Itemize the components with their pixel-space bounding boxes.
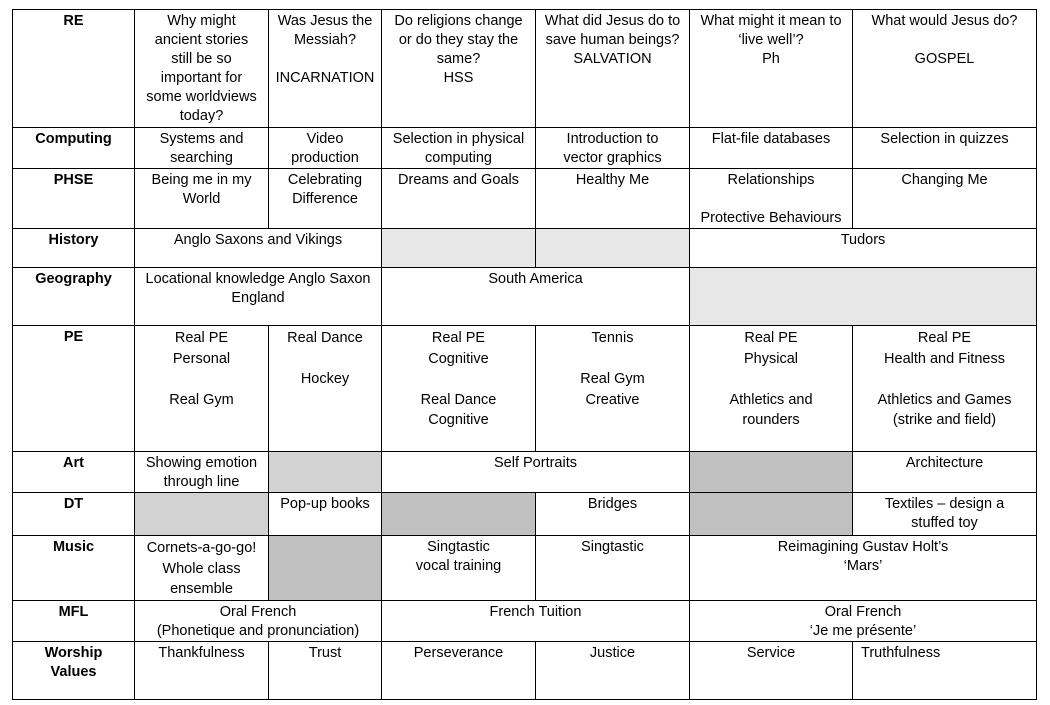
cell-line: Healthy Me [575, 172, 650, 188]
computing-unit-3 [382, 128, 536, 169]
geography-locational [135, 268, 382, 326]
cell-line: Oral French [219, 603, 297, 620]
art-empty-2 [690, 452, 853, 493]
cell-line: ‘Je me présente’ [809, 622, 917, 639]
phse-unit-3 [382, 169, 536, 229]
re-unit-6 [853, 10, 1037, 128]
pe-unit-2 [269, 326, 382, 452]
dt-empty-1 [135, 493, 269, 536]
cell-line: SALVATION [573, 51, 652, 67]
computing-unit-5 [690, 128, 853, 169]
phse-unit-5 [690, 169, 853, 229]
cell-line: Real PE [174, 330, 229, 346]
computing-unit-1 [135, 128, 269, 169]
cell-line: Systems and [159, 131, 244, 147]
re-unit-4 [536, 10, 690, 128]
cell-line: stuffed toy [911, 515, 978, 531]
worship-value-5: Service [690, 641, 853, 699]
cell-line: Physical [744, 350, 798, 367]
row-mfl [13, 600, 1037, 641]
line-spacer [693, 369, 849, 390]
dt-textiles [853, 493, 1037, 536]
cell-line: Protective Behaviours [700, 210, 842, 226]
subject-history: History [13, 229, 135, 268]
cell-line: vector graphics [563, 150, 662, 166]
cell-line: Flat-file databases [711, 131, 831, 147]
line-spacer [693, 190, 849, 209]
cell-line: Ph [762, 51, 780, 67]
art-empty-1 [269, 452, 382, 493]
cell-line: save human beings? [545, 32, 680, 48]
cell-line: Real PE [917, 330, 972, 346]
worship-value-3: Perseverance [382, 641, 536, 699]
subject-phse: PHSE [13, 169, 135, 229]
line-spacer [856, 31, 1033, 50]
cell-line: Real PE [744, 330, 798, 346]
cell-line: Celebrating [287, 172, 363, 188]
cell-line: Personal [172, 350, 231, 367]
cell-line: Athletics and Games [877, 391, 1012, 408]
cell-line: Textiles – design a [884, 496, 1005, 512]
cell-line: What did Jesus do to [544, 13, 681, 29]
cell-line: GOSPEL [914, 51, 975, 67]
cell-line: Real Dance [287, 330, 363, 346]
history-empty-1 [382, 229, 536, 268]
cell-line: ancient stories [154, 32, 249, 48]
pe-unit-6 [853, 326, 1037, 452]
cell-line: today? [179, 108, 224, 124]
cell-line: Relationships [727, 172, 815, 188]
cell-line: Reimagining Gustav Holt’s [777, 539, 949, 555]
art-architecture: Architecture [853, 452, 1037, 493]
cell-line: England [231, 290, 285, 306]
cell-line: Dreams and Goals [398, 172, 519, 188]
cell-line: Real Dance [420, 391, 497, 408]
cell-line: Why might [167, 13, 236, 29]
cell-line: Real PE [431, 330, 486, 346]
mfl-oral-french-1 [135, 600, 382, 641]
cell-line: production [291, 150, 359, 166]
cell-line: Do religions change [394, 13, 523, 29]
cell-line: (strike and field) [892, 412, 997, 428]
phse-unit-4 [536, 169, 690, 229]
cell-line: Cognitive [428, 412, 489, 428]
subject-art: Art [13, 452, 135, 493]
cell-line: Messiah? [293, 32, 357, 48]
cell-line: Worship [44, 644, 103, 661]
art-emotion [135, 452, 269, 493]
cell-line: ‘live well’? [738, 32, 804, 48]
cell-line: Selection in quizzes [880, 131, 1009, 147]
cell-line: vocal training [415, 558, 502, 574]
cell-line: World [182, 191, 221, 207]
line-spacer [272, 50, 378, 69]
worship-value-2: Trust [269, 641, 382, 699]
dt-empty-2 [382, 493, 536, 536]
phse-unit-1 [135, 169, 269, 229]
worship-value-1: Thankfulness [135, 641, 269, 699]
cell-line: through line [163, 474, 240, 490]
cell-line: rounders [742, 412, 800, 428]
cell-line: Athletics and [729, 391, 813, 408]
cell-line: computing [425, 150, 492, 166]
line-spacer [539, 349, 686, 370]
cell-line: Cornets-a-go-go! [146, 540, 257, 556]
cell-line: ‘Mars’ [843, 558, 883, 574]
dt-bridges: Bridges [536, 493, 690, 536]
cell-line: Video [306, 131, 344, 147]
cell-line: Difference [292, 191, 358, 207]
phse-unit-6 [853, 169, 1037, 229]
cell-line: Changing Me [901, 172, 988, 188]
pe-unit-3 [382, 326, 536, 452]
cell-line: Was Jesus the [277, 13, 373, 29]
cell-line: What might it mean to [700, 13, 842, 29]
pe-unit-4 [536, 326, 690, 452]
cell-line: Real Gym [580, 371, 645, 387]
geography-empty [690, 268, 1037, 326]
row-dt [13, 493, 1037, 536]
row-phse [13, 169, 1037, 229]
cell-line: same? [436, 51, 481, 67]
row-geography [13, 268, 1037, 326]
re-unit-5 [690, 10, 853, 128]
subject-music: Music [13, 536, 135, 601]
cell-line: Tennis [591, 330, 634, 346]
re-unit-2 [269, 10, 382, 128]
cell-line: Oral French [824, 603, 902, 620]
re-unit-3 [382, 10, 536, 128]
row-computing [13, 128, 1037, 169]
subject-re: RE [13, 10, 135, 128]
history-tudors: Tudors [690, 229, 1037, 268]
cell-line: ensemble [170, 581, 233, 597]
cell-line: or do they stay the [398, 32, 519, 48]
cell-line: Creative [585, 391, 640, 408]
cell-line: Values [50, 663, 97, 680]
cell-line: searching [170, 150, 233, 166]
history-empty-2 [536, 229, 690, 268]
mfl-oral-french-2 [690, 600, 1037, 641]
geography-south-america: South America [382, 268, 690, 326]
cell-line: Whole class [162, 560, 241, 577]
cell-line: Cognitive [428, 350, 489, 367]
cell-line: Real Gym [169, 391, 234, 408]
pe-unit-1 [135, 326, 269, 452]
subject-geography: Geography [13, 268, 135, 326]
row-worship-values [13, 641, 1037, 699]
music-empty [269, 536, 382, 601]
cell-line: Singtastic [427, 539, 490, 555]
worship-value-6: Truthfulness [853, 641, 1037, 699]
cell-line: Locational knowledge Anglo Saxon [145, 271, 371, 287]
worship-value-4: Justice [536, 641, 690, 699]
row-art [13, 452, 1037, 493]
cell-line: (Phonetique and pronunciation) [156, 622, 360, 639]
cell-line: INCARNATION [275, 70, 375, 86]
row-re [13, 10, 1037, 128]
computing-unit-2 [269, 128, 382, 169]
curriculum-table [12, 9, 1037, 700]
cell-line: Introduction to [566, 131, 659, 147]
music-singtastic-vocal [382, 536, 536, 601]
subject-worship-values [13, 641, 135, 699]
cell-line: What would Jesus do? [871, 13, 1018, 29]
cell-line: Hockey [300, 371, 350, 387]
line-spacer [856, 369, 1033, 390]
cell-line: still be so [171, 51, 232, 67]
subject-dt: DT [13, 493, 135, 536]
history-anglo-saxons: Anglo Saxons and Vikings [135, 229, 382, 268]
cell-line: some worldviews [146, 89, 257, 105]
cell-line: important for [160, 70, 243, 86]
line-spacer [272, 349, 378, 370]
cell-line: HSS [443, 70, 474, 86]
re-unit-1 [135, 10, 269, 128]
cell-line: Showing emotion [145, 455, 258, 471]
computing-unit-4 [536, 128, 690, 169]
music-holst [690, 536, 1037, 601]
line-spacer [138, 369, 265, 390]
cell-line: Being me in my [151, 172, 252, 188]
row-pe [13, 326, 1037, 452]
line-spacer [385, 369, 532, 390]
cell-line: Health and Fitness [884, 350, 1005, 367]
dt-empty-3 [690, 493, 853, 536]
subject-computing: Computing [13, 128, 135, 169]
row-music [13, 536, 1037, 601]
subject-mfl: MFL [13, 600, 135, 641]
pe-unit-5 [690, 326, 853, 452]
music-cornets [135, 536, 269, 601]
dt-popup-books: Pop-up books [269, 493, 382, 536]
phse-unit-2 [269, 169, 382, 229]
art-self-portraits: Self Portraits [382, 452, 690, 493]
cell-line: Selection in physical [392, 131, 525, 147]
row-history [13, 229, 1037, 268]
mfl-french-tuition: French Tuition [382, 600, 690, 641]
music-singtastic: Singtastic [536, 536, 690, 601]
computing-unit-6 [853, 128, 1037, 169]
subject-pe: PE [13, 326, 135, 452]
